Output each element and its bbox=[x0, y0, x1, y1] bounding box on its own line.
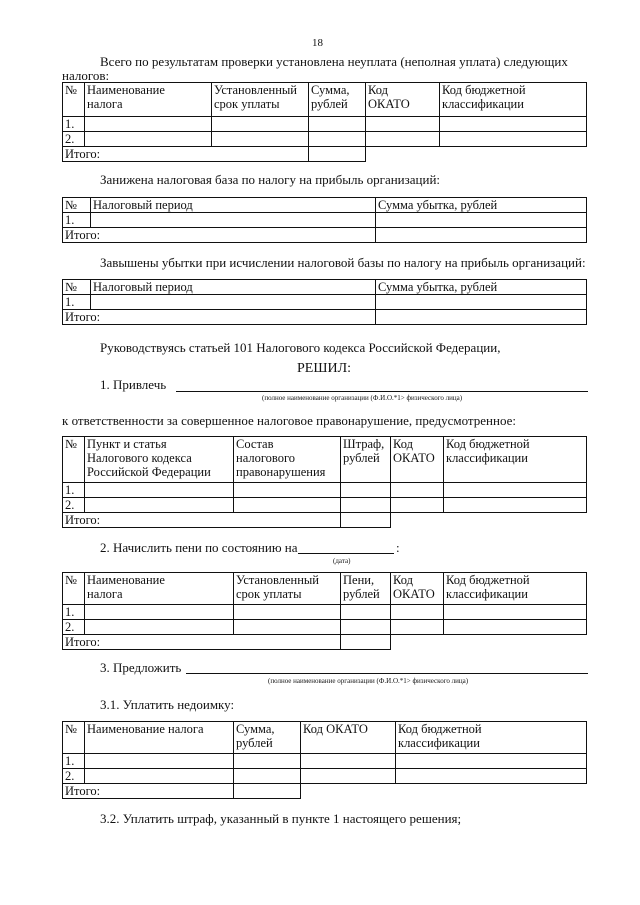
legal-basis: Руководствуясь статьей 101 Налогового кодекса Российской Федерации, bbox=[100, 340, 501, 355]
table-row bbox=[63, 498, 587, 513]
cell bbox=[234, 620, 341, 635]
cell bbox=[212, 132, 309, 147]
total-label: Итого: bbox=[63, 784, 234, 799]
cell bbox=[376, 213, 587, 228]
total-amount bbox=[376, 228, 587, 243]
total-label: Итого: bbox=[63, 635, 341, 650]
col-header-okato: Код ОКАТО bbox=[391, 573, 444, 605]
cell bbox=[301, 754, 396, 769]
col-header-tax-name: Наименование налога bbox=[85, 83, 212, 117]
table-row bbox=[63, 132, 587, 147]
cell bbox=[444, 605, 587, 620]
cell bbox=[234, 769, 301, 784]
row-number: 1. bbox=[63, 295, 91, 310]
total-amount bbox=[309, 147, 366, 162]
cell bbox=[366, 132, 440, 147]
col-header-kbk: Код бюджетной классификации bbox=[396, 722, 587, 754]
col-header-amount: Сумма, рублей bbox=[309, 83, 366, 117]
offer-organization-field[interactable] bbox=[186, 673, 588, 674]
item-3-label: 3. Предложить bbox=[100, 660, 182, 675]
table-total-row bbox=[63, 784, 587, 799]
cell bbox=[309, 132, 366, 147]
cell bbox=[341, 483, 391, 498]
cell bbox=[444, 498, 587, 513]
section-inflated-losses-heading: Завышены убытки при исчислении налоговой базы по налогу на прибыль организаций: bbox=[100, 255, 586, 270]
table-row bbox=[63, 483, 587, 498]
col-header-number: № bbox=[63, 722, 85, 754]
col-header-period: Налоговый период bbox=[91, 280, 376, 295]
cell bbox=[391, 483, 444, 498]
cell bbox=[396, 769, 587, 784]
table-penalties bbox=[62, 572, 587, 650]
cell bbox=[234, 754, 301, 769]
table-total-row bbox=[63, 513, 587, 528]
table-inflated-losses bbox=[62, 279, 587, 325]
col-header-amount: Сумма, рублей bbox=[234, 722, 301, 754]
col-header-kbk: Код бюджетной классификации bbox=[444, 573, 587, 605]
cell bbox=[91, 213, 376, 228]
page-number: 18 bbox=[312, 37, 323, 49]
col-header-number: № bbox=[63, 83, 85, 117]
total-label: Итого: bbox=[63, 228, 376, 243]
table-header-row bbox=[63, 722, 587, 754]
row-number: 1. bbox=[63, 605, 85, 620]
row-number: 2. bbox=[63, 769, 85, 784]
cell bbox=[85, 605, 234, 620]
table-total-row bbox=[63, 310, 587, 325]
cell bbox=[391, 605, 444, 620]
total-label: Итого: bbox=[63, 147, 309, 162]
table-row bbox=[63, 117, 587, 132]
table-total-row bbox=[63, 635, 587, 650]
table-header-row bbox=[63, 437, 587, 483]
organization-name-field[interactable] bbox=[176, 391, 588, 392]
table-header-row bbox=[63, 573, 587, 605]
item-2-label: 2. Начислить пени по состоянию на bbox=[100, 540, 298, 555]
table-row bbox=[63, 295, 587, 310]
cell bbox=[85, 483, 234, 498]
col-header-tax-name: Наименование налога bbox=[85, 573, 234, 605]
col-header-period: Налоговый период bbox=[91, 198, 376, 213]
table-header-row bbox=[63, 280, 587, 295]
col-header-okato: Код ОКАТО bbox=[301, 722, 396, 754]
table-row bbox=[63, 769, 587, 784]
table-unpaid-taxes bbox=[62, 82, 587, 162]
cell bbox=[341, 605, 391, 620]
total-label: Итого: bbox=[63, 513, 341, 528]
table-total-row bbox=[63, 228, 587, 243]
table-arrears bbox=[62, 721, 587, 799]
table-header-row bbox=[63, 198, 587, 213]
offer-organization-caption: (полное наименование организации (Ф.И.О.*1> физического лица) bbox=[268, 677, 469, 685]
item-3-2-label: 3.2. Уплатить штраф, указанный в пункте 1 настоящего решения; bbox=[100, 811, 462, 826]
col-header-penalty: Пени, рублей bbox=[341, 573, 391, 605]
col-header-offense: Состав налогового правонарушения bbox=[234, 437, 341, 483]
cell bbox=[91, 295, 376, 310]
row-number: 1. bbox=[63, 213, 91, 228]
cell bbox=[440, 117, 587, 132]
cell bbox=[301, 769, 396, 784]
cell bbox=[341, 498, 391, 513]
cell bbox=[234, 498, 341, 513]
col-header-number: № bbox=[63, 198, 91, 213]
cell bbox=[85, 117, 212, 132]
cell bbox=[85, 754, 234, 769]
col-header-loss-amount: Сумма убытка, рублей bbox=[376, 198, 587, 213]
item-1-label: 1. Привлечь bbox=[100, 377, 167, 392]
col-header-number: № bbox=[63, 280, 91, 295]
cell bbox=[212, 117, 309, 132]
cell bbox=[444, 620, 587, 635]
row-number: 1. bbox=[63, 754, 85, 769]
table-offenses bbox=[62, 436, 587, 528]
cell bbox=[444, 483, 587, 498]
row-number: 2. bbox=[63, 620, 85, 635]
table-total-row bbox=[63, 147, 587, 162]
cell bbox=[391, 498, 444, 513]
col-header-okato: Код ОКАТО bbox=[391, 437, 444, 483]
table-row bbox=[63, 605, 587, 620]
cell bbox=[85, 498, 234, 513]
col-header-kbk: Код бюджетной классификации bbox=[444, 437, 587, 483]
total-amount bbox=[234, 784, 301, 799]
cell bbox=[376, 295, 587, 310]
cell bbox=[85, 769, 234, 784]
row-number: 1. bbox=[63, 117, 85, 132]
col-header-kbk: Код бюджетной классификации bbox=[440, 83, 587, 117]
col-header-okato: Код ОКАТО bbox=[366, 83, 440, 117]
total-amount bbox=[341, 635, 391, 650]
organization-name-caption: (полное наименование организации (Ф.И.О.*1> физического лица) bbox=[262, 394, 463, 402]
intro-line-1: Всего по результатам проверки установлена неуплата (неполная уплата) следующих bbox=[100, 54, 568, 69]
table-row bbox=[63, 620, 587, 635]
col-header-due-date: Установленный срок уплаты bbox=[234, 573, 341, 605]
col-header-code-article: Пункт и статья Налогового кодекса Российской Федерации bbox=[85, 437, 234, 483]
penalty-date-field[interactable] bbox=[298, 553, 394, 554]
cell bbox=[341, 620, 391, 635]
col-header-number: № bbox=[63, 573, 85, 605]
cell bbox=[85, 132, 212, 147]
cell bbox=[85, 620, 234, 635]
col-header-due-date: Установленный срок уплаты bbox=[212, 83, 309, 117]
col-header-fine: Штраф, рублей bbox=[341, 437, 391, 483]
cell bbox=[396, 754, 587, 769]
row-number: 1. bbox=[63, 483, 85, 498]
total-amount bbox=[341, 513, 391, 528]
cell bbox=[234, 483, 341, 498]
table-row bbox=[63, 754, 587, 769]
row-number: 2. bbox=[63, 498, 85, 513]
table-reduced-base bbox=[62, 197, 587, 243]
cell bbox=[309, 117, 366, 132]
intro-line-2: налогов: bbox=[62, 68, 110, 83]
item-2-colon: : bbox=[396, 540, 400, 555]
cell bbox=[391, 620, 444, 635]
total-label: Итого: bbox=[63, 310, 376, 325]
responsibility-text: к ответственности за совершенное налоговое правонарушение, предусмотренное: bbox=[62, 413, 516, 428]
penalty-date-caption: (дата) bbox=[333, 557, 351, 565]
section-reduced-base-heading: Занижена налоговая база по налогу на прибыль организаций: bbox=[100, 172, 441, 187]
col-header-loss-amount: Сумма убытка, рублей bbox=[376, 280, 587, 295]
cell bbox=[366, 117, 440, 132]
cell bbox=[440, 132, 587, 147]
col-header-number: № bbox=[63, 437, 85, 483]
cell bbox=[234, 605, 341, 620]
col-header-tax-name: Наименование налога bbox=[85, 722, 234, 754]
table-row bbox=[63, 213, 587, 228]
item-3-1-label: 3.1. Уплатить недоимку: bbox=[100, 697, 235, 712]
total-amount bbox=[376, 310, 587, 325]
decision-title: РЕШИЛ: bbox=[297, 361, 351, 376]
table-header-row bbox=[63, 83, 587, 117]
row-number: 2. bbox=[63, 132, 85, 147]
